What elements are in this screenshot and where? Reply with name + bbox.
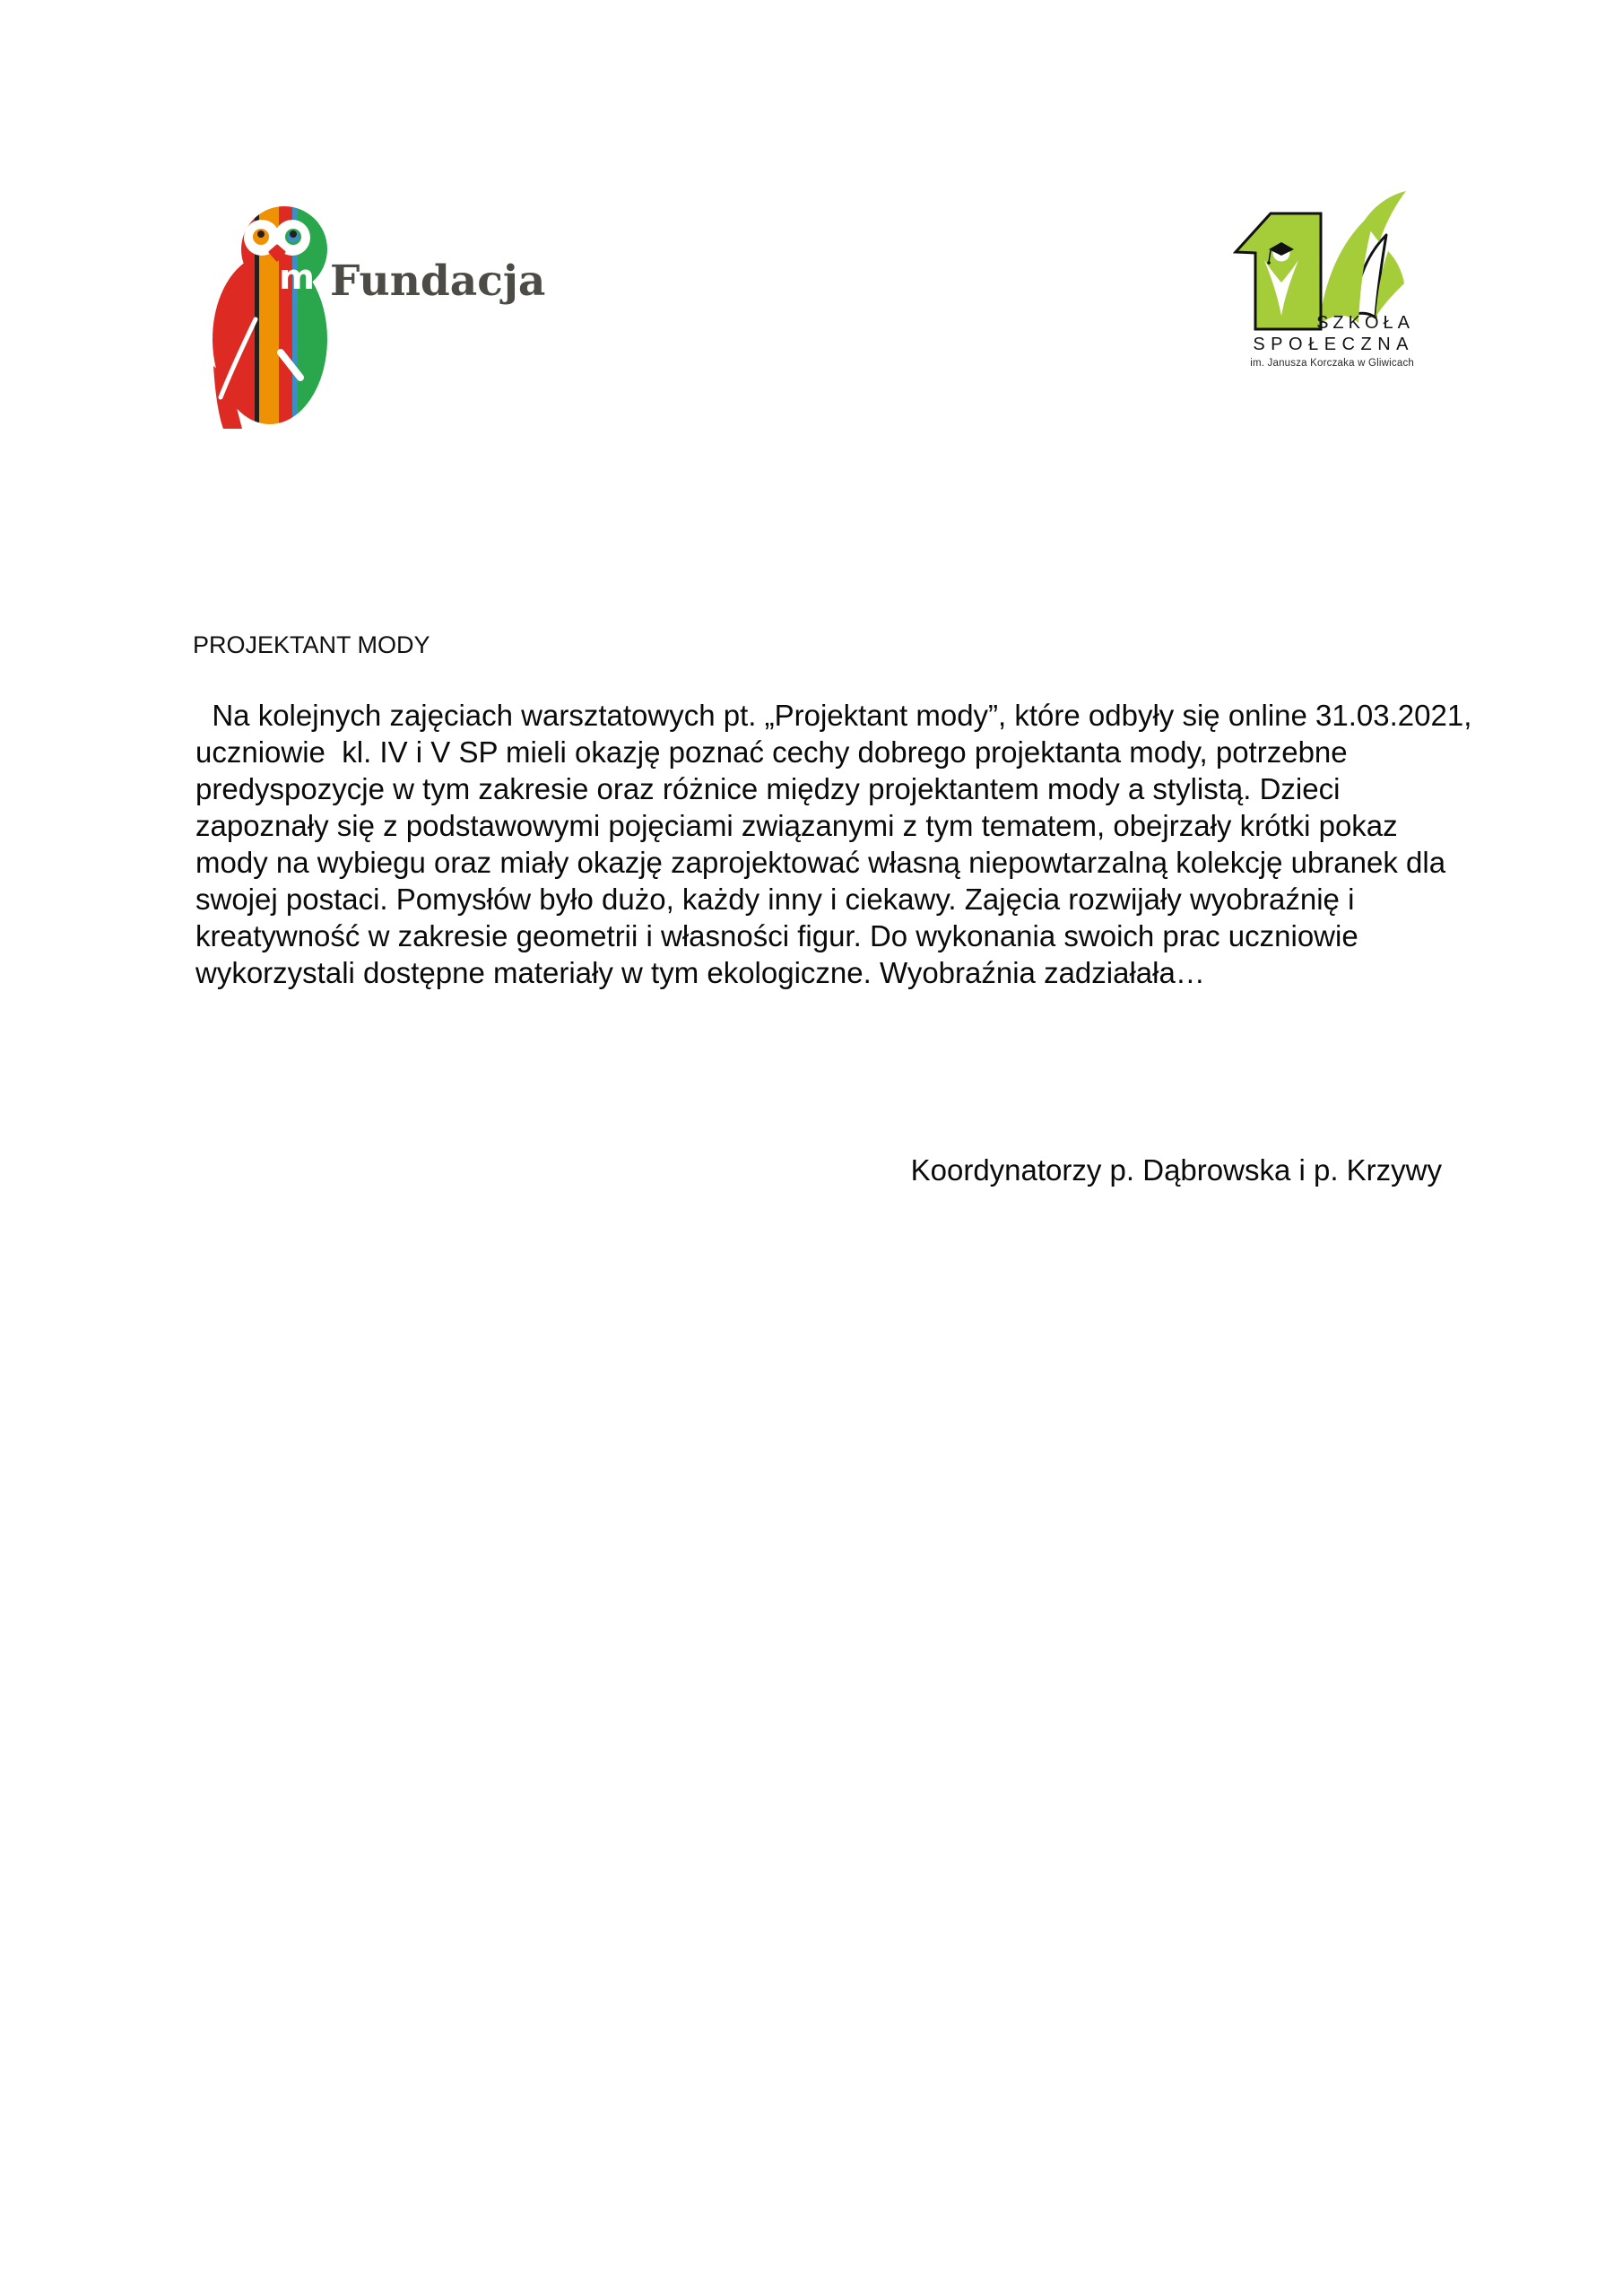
mfundacja-wordmark: Fundacja (330, 257, 546, 306)
school-name-line1: SZKOŁA (1316, 313, 1414, 333)
mfundacja-monogram: m (279, 257, 315, 297)
school-emblem-icon (1230, 190, 1414, 332)
document-title: PROJEKTANT MODY (193, 631, 430, 658)
document-signature: Koordynatorzy p. Dąbrowska i p. Krzywy (910, 1153, 1442, 1187)
school-logo (1230, 190, 1414, 378)
school-patron-line: im. Janusza Korczaka w Gliwicach (1250, 358, 1414, 369)
school-name-line2: SPOŁECZNA (1253, 335, 1414, 354)
mfundacja-logo (212, 203, 606, 430)
mfundacja-owl-icon (212, 204, 328, 430)
document-body: Na kolejnych zajęciach warsztatowych pt. „Projektant mody”, które odbyły się online 31.03.2021, uczniowie kl. IV i V SP mieli okazję poznać cechy dobrego projektanta mody, potrzebne predyspozycje w tym zakresie oraz różnice między projektantem mody a stylistą. Dzieci zapoznały się z podstawowymi pojęciami związanymi z tym tematem, obejrzały krótki pokaz mody na wybiegu oraz miały okazję zaprojektować własną niepowtarzalną kolekcję ubranek dla swojej postaci. Pomysłów było dużo, każdy inny i ciekawy. Zajęcia rozwijały wyobraźnię i kreatywność w zakresie geometrii i własności figur. Do wykonania swoich prac uczniowie wykorzystali dostępne materiały w tym ekologiczne. Wyobraźnia zadziałała… (195, 699, 1480, 989)
